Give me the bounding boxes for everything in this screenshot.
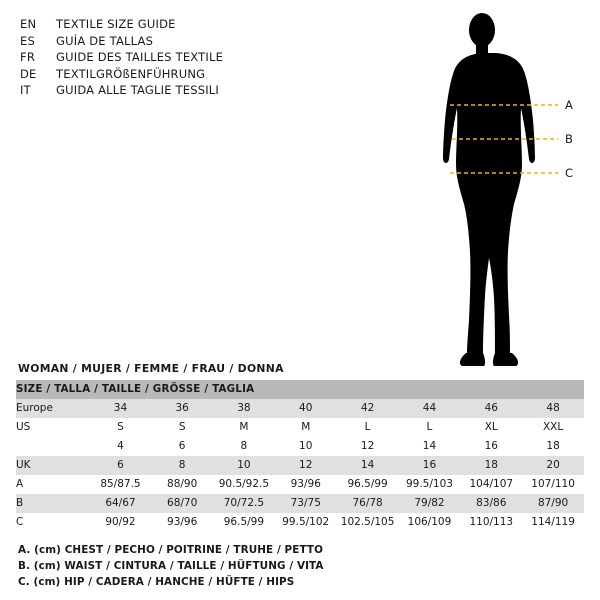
cell: M xyxy=(213,418,275,437)
legend-row-a: A. (cm) CHEST / PECHO / POITRINE / TRUHE / PETTO xyxy=(18,544,324,556)
body-silhouette-icon xyxy=(390,8,590,368)
cell: 8 xyxy=(151,456,213,475)
cell: S xyxy=(90,418,152,437)
cell: 96.5/99 xyxy=(337,475,399,494)
cell: L xyxy=(399,418,461,437)
cell: 4 xyxy=(90,437,152,456)
cell: 96.5/99 xyxy=(213,513,275,532)
cell: L xyxy=(337,418,399,437)
language-title: TEXTILE SIZE GUIDE xyxy=(56,17,176,31)
language-code: EN xyxy=(20,17,37,31)
legend-row-c: C. (cm) HIP / CADERA / HANCHE / HÜFTE / HIPS xyxy=(18,576,295,588)
language-code: IT xyxy=(20,83,31,97)
cell: S xyxy=(151,418,213,437)
language-title: TEXTILGRÖßENFÜHRUNG xyxy=(56,66,206,81)
measure-label-b: B xyxy=(565,132,573,146)
female-body-figure xyxy=(390,8,590,368)
language-code: ES xyxy=(20,33,35,48)
measure-label-a: A xyxy=(565,98,573,112)
row-label: A xyxy=(16,475,90,494)
cell: 106/109 xyxy=(399,513,461,532)
cell: 36 xyxy=(151,399,213,418)
cell: 93/96 xyxy=(275,475,337,494)
cell: 102.5/105 xyxy=(337,513,399,532)
cell: 40 xyxy=(275,399,337,418)
cell: 14 xyxy=(399,437,461,456)
cell: 46 xyxy=(460,399,522,418)
table-row xyxy=(16,456,584,475)
cell: 20 xyxy=(522,456,584,475)
cell: 104/107 xyxy=(460,475,522,494)
cell: 6 xyxy=(90,456,152,475)
cell: 114/119 xyxy=(522,513,584,532)
cell: 99.5/102 xyxy=(275,513,337,532)
table-row xyxy=(16,399,584,418)
language-title: GUIDE DES TAILLES TEXTILE xyxy=(56,50,224,64)
row-label: Europe xyxy=(16,399,90,418)
cell: 12 xyxy=(275,456,337,475)
cell: 83/86 xyxy=(460,494,522,513)
measurement-legend xyxy=(18,542,578,590)
cell: 70/72.5 xyxy=(213,494,275,513)
cell: 90.5/92.5 xyxy=(213,475,275,494)
cell: XXL xyxy=(522,418,584,437)
cell: 79/82 xyxy=(399,494,461,513)
cell: 73/75 xyxy=(275,494,337,513)
row-label: US xyxy=(16,418,90,437)
table-row xyxy=(16,494,584,513)
row-label xyxy=(16,437,90,456)
cell: 88/90 xyxy=(151,475,213,494)
cell: 18 xyxy=(522,437,584,456)
cell: 87/90 xyxy=(522,494,584,513)
table-caption: WOMAN / MUJER / FEMME / FRAU / DONNA xyxy=(18,362,284,375)
language-row xyxy=(20,66,350,83)
cell: 99.5/103 xyxy=(399,475,461,494)
language-code: DE xyxy=(20,66,37,81)
cell: 44 xyxy=(399,399,461,418)
row-label: UK xyxy=(16,456,90,475)
cell: 34 xyxy=(90,399,152,418)
cell: 18 xyxy=(460,456,522,475)
language-code: FR xyxy=(20,50,36,64)
language-row xyxy=(20,82,350,99)
table-row xyxy=(16,437,584,456)
table-row xyxy=(16,513,584,532)
cell: 12 xyxy=(337,437,399,456)
row-label: C xyxy=(16,513,90,532)
cell: 8 xyxy=(213,437,275,456)
cell: 107/110 xyxy=(522,475,584,494)
cell: 90/92 xyxy=(90,513,152,532)
cell: 93/96 xyxy=(151,513,213,532)
cell: 68/70 xyxy=(151,494,213,513)
cell: M xyxy=(275,418,337,437)
measure-label-c: C xyxy=(565,166,574,180)
cell: 76/78 xyxy=(337,494,399,513)
legend-row-b: B. (cm) WAIST / CINTURA / TAILLE / HÜFTUNG / VITA xyxy=(18,560,324,572)
cell: 42 xyxy=(337,399,399,418)
cell: XL xyxy=(460,418,522,437)
table-row xyxy=(16,475,584,494)
cell: 6 xyxy=(151,437,213,456)
language-list xyxy=(20,16,350,99)
cell: 48 xyxy=(522,399,584,418)
language-title: GUÍA DE TALLAS xyxy=(56,33,154,48)
cell: 38 xyxy=(213,399,275,418)
language-title: GUIDA ALLE TAGLIE TESSILI xyxy=(56,83,220,97)
cell: 10 xyxy=(275,437,337,456)
cell: 16 xyxy=(399,456,461,475)
cell: 16 xyxy=(460,437,522,456)
cell: 85/87.5 xyxy=(90,475,152,494)
cell: 10 xyxy=(213,456,275,475)
table-header-row xyxy=(16,380,584,399)
size-table xyxy=(16,380,584,532)
cell: 14 xyxy=(337,456,399,475)
language-row xyxy=(20,49,350,66)
language-row xyxy=(20,33,350,50)
cell: 110/113 xyxy=(460,513,522,532)
table-row xyxy=(16,418,584,437)
row-label: B xyxy=(16,494,90,513)
cell: 64/67 xyxy=(90,494,152,513)
size-table-area xyxy=(16,362,584,532)
language-row xyxy=(20,16,350,33)
table-header-label: SIZE / TALLA / TAILLE / GRÖSSE / TAGLIA xyxy=(16,380,584,399)
